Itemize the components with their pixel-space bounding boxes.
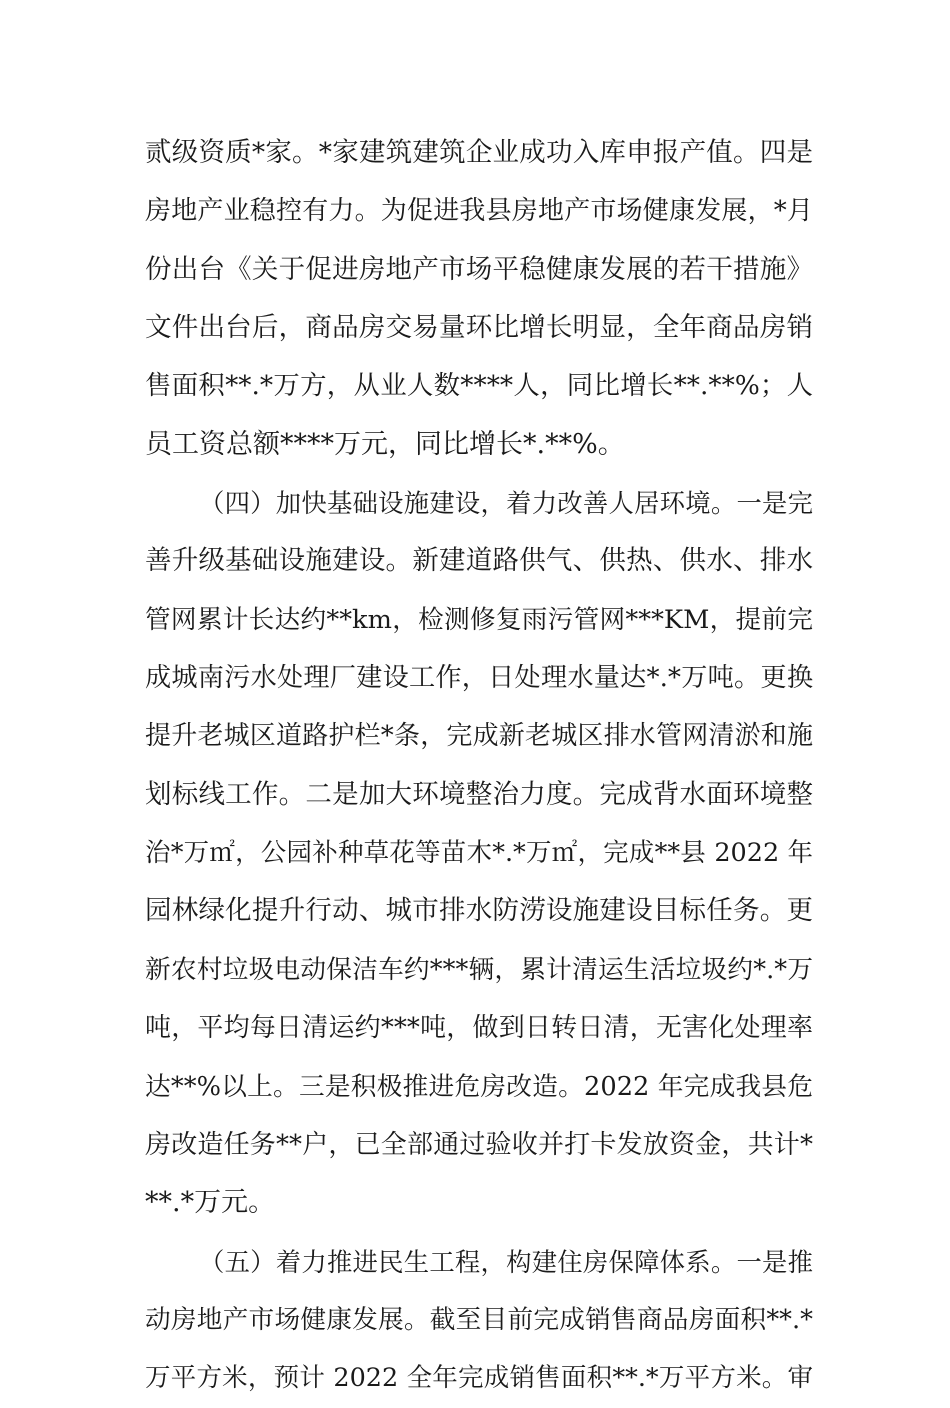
document-body bbox=[145, 124, 813, 1408]
text-line: 园林绿化提升行动、城市排水防涝设施建设目标任务。更 bbox=[145, 895, 813, 927]
text-line: 新农村垃圾电动保洁车约***辆，累计清运生活垃圾约*.*万 bbox=[145, 954, 813, 985]
text-line: 份出台《关于促进房地产市场平稳健康发展的若干措施》 bbox=[145, 253, 813, 285]
text-line: **.*万元。 bbox=[145, 1187, 276, 1219]
text-line: 万平方米，预计 2022 全年完成销售面积**.*万平方米。审 bbox=[145, 1363, 813, 1394]
text-line: 善升级基础设施建设。新建道路供气、供热、供水、排水 bbox=[145, 545, 813, 577]
text-line: 划标线工作。二是加大环境整治力度。完成背水面环境整 bbox=[145, 778, 813, 810]
text-line: 管网累计长达约**km，检测修复雨污管网***KM，提前完 bbox=[145, 604, 813, 635]
text-line: 成城南污水处理厂建设工作，日处理水量达*.*万吨。更换 bbox=[145, 663, 813, 694]
text-line: 文件出台后，商品房交易量环比增长明显，全年商品房销 bbox=[145, 312, 813, 344]
paragraph-heading-line: （四）加快基础设施建设，着力改善人居环境。一是完 bbox=[199, 488, 813, 519]
text-line: 房地产业稳控有力。为促进我县房地产市场健康发展，*月 bbox=[145, 196, 813, 227]
text-line: 员工资总额****万元，同比增长*.**%。 bbox=[145, 428, 625, 460]
text-line: 达**%以上。三是积极推进危房改造。2022 年完成我县危 bbox=[145, 1071, 813, 1102]
text-line: 动房地产市场健康发展。截至目前完成销售商品房面积**.* bbox=[145, 1304, 813, 1335]
text-line: 吨，平均每日清运约***吨，做到日转日清，无害化处理率 bbox=[145, 1013, 813, 1044]
text-line: 房改造任务**户，已全部通过验收并打卡发放资金，共计* bbox=[145, 1129, 813, 1160]
text-line: 贰级资质*家。*家建筑建筑企业成功入库申报产值。四是 bbox=[145, 137, 813, 168]
text-line: 提升老城区道路护栏*条，完成新老城区排水管网清淤和施 bbox=[145, 721, 813, 752]
text-line: 售面积**.*万方，从业人数****人，同比增长**.**%；人 bbox=[145, 370, 813, 402]
paragraph-heading-line: （五）着力推进民生工程，构建住房保障体系。一是推 bbox=[199, 1246, 813, 1277]
text-line: 治*万㎡，公园补种草花等苗木*.*万㎡，完成**县 2022 年 bbox=[145, 838, 813, 869]
